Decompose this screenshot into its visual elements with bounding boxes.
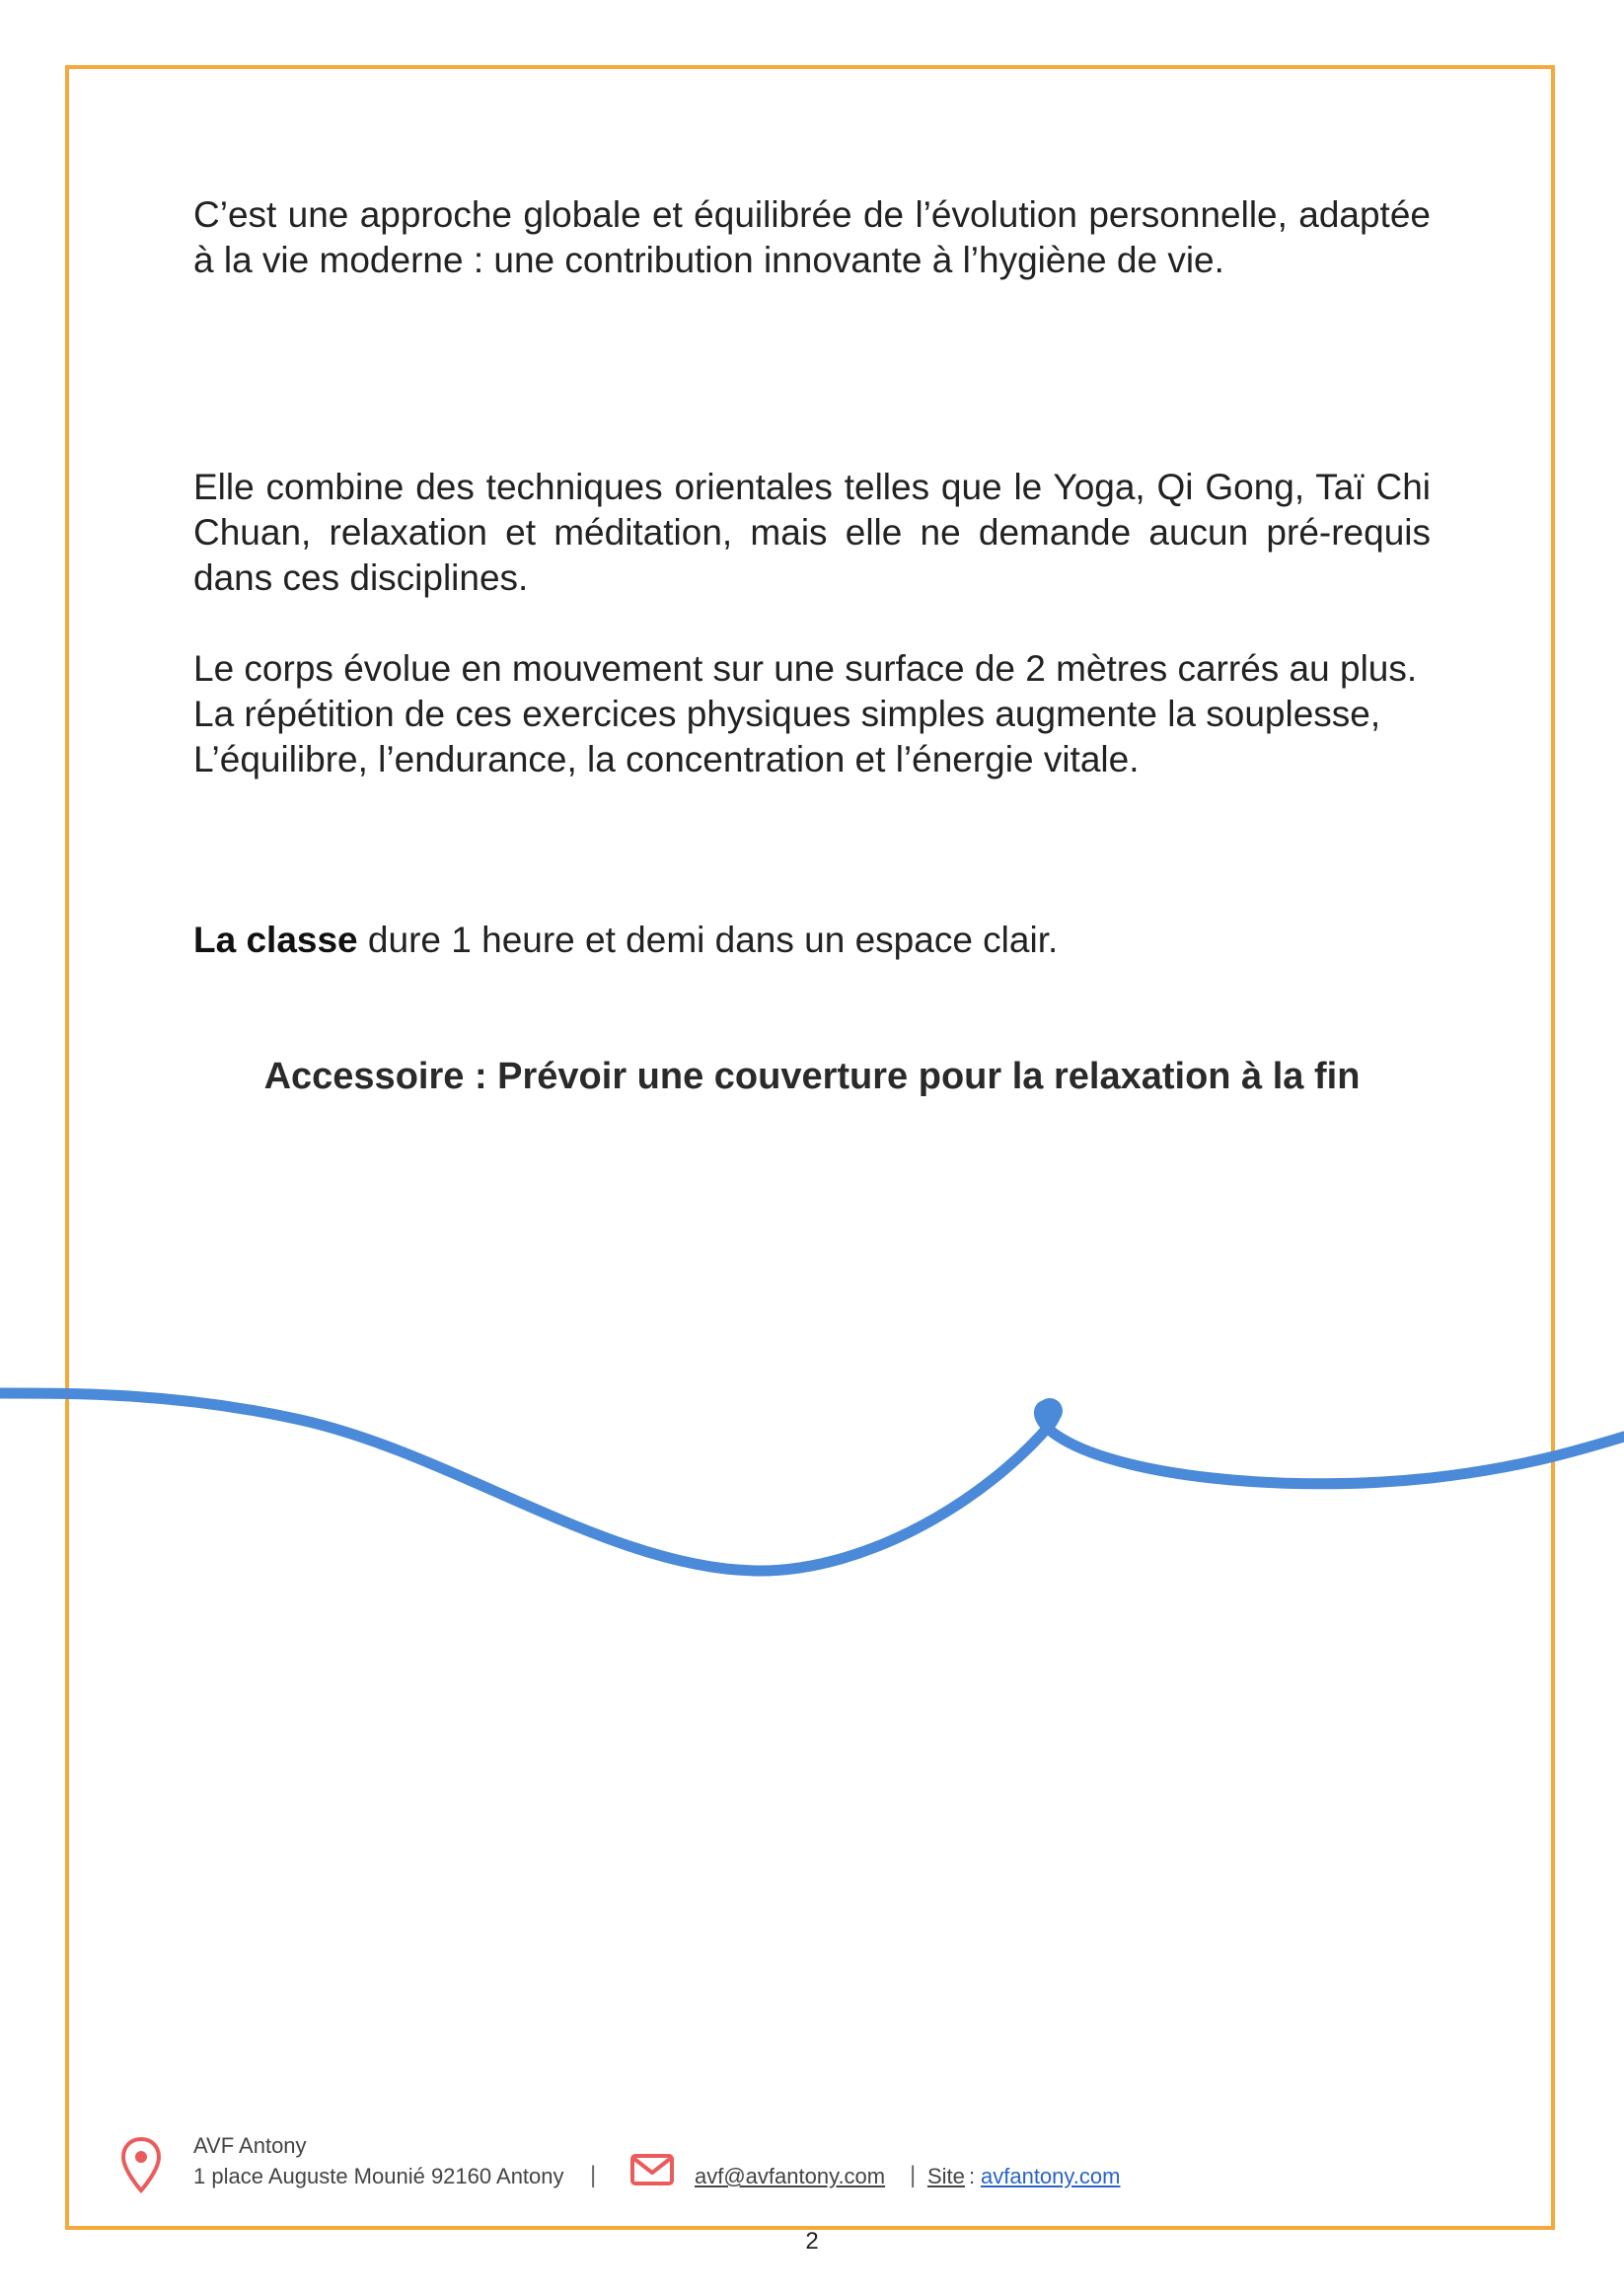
page-number: 2	[805, 2228, 819, 2255]
email-link[interactable]: avf@avfantony.com	[695, 2164, 886, 2188]
organization-name: AVF Antony	[193, 2133, 307, 2158]
body-movement-line-3: L’équilibre, l’endurance, la concentration et l’énergie vitale.	[193, 739, 1140, 779]
organization-address: 1 place Auguste Mounié 92160 Antony	[193, 2164, 564, 2188]
body-movement-line-2: La répétition de ces exercices physiques simples augmente la souplesse,	[193, 694, 1381, 734]
page-border	[65, 65, 1555, 2230]
site-label: Site	[927, 2164, 965, 2188]
paragraph-body-movement	[193, 646, 1431, 782]
footer-separator: |	[910, 2162, 917, 2188]
site-colon: :	[969, 2164, 976, 2188]
wave-line	[0, 1393, 1624, 1571]
location-pin-icon	[118, 2135, 164, 2196]
paragraph-class-duration	[193, 918, 1431, 963]
class-duration-lead: La classe	[193, 920, 358, 960]
class-duration-text: dure 1 heure et demi dans un espace clair.	[357, 920, 1059, 960]
mail-icon	[629, 2153, 675, 2186]
website-link[interactable]: avfantony.com	[981, 2164, 1121, 2188]
accessory-note: Accessoire : Prévoir une couverture pour la relaxation à la fin	[263, 1056, 1361, 1097]
body-movement-line-1: Le corps évolue en mouvement sur une surface de 2 mètres carrés au plus.	[193, 648, 1418, 689]
paragraph-approach: C’est une approche globale et équilibrée de l’évolution personnelle, adaptée à la vie moderne : une contribution innovante à l’hygiène de vie.	[193, 194, 1431, 280]
paragraph-techniques: Elle combine des techniques orientales telles que le Yoga, Qi Gong, Taï Chi Chuan, relaxation et méditation, mais elle ne demande aucun pré-requis dans ces disciplines.	[193, 467, 1431, 598]
footer-separator: |	[590, 2162, 597, 2188]
wave-knot	[1037, 1398, 1063, 1424]
footer	[118, 2131, 1204, 2200]
decorative-wave	[0, 1362, 1624, 1618]
